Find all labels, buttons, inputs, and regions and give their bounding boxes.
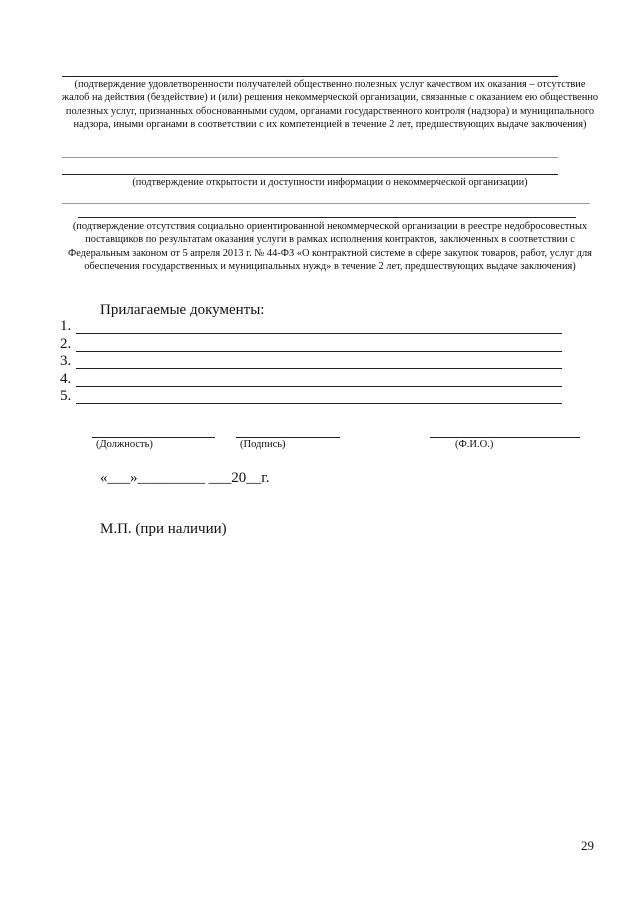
caption-openness: (подтверждение открытости и доступности информации о некоммерческой организации)	[132, 177, 528, 188]
name-fill-line[interactable]	[430, 437, 580, 438]
position-label: (Должность)	[96, 439, 153, 450]
fill-line	[78, 217, 576, 218]
attachment-fill-line[interactable]	[76, 351, 562, 352]
attachments-heading: Прилагаемые документы:	[100, 302, 265, 318]
attachment-fill-line[interactable]	[76, 333, 562, 334]
stamp-label: М.П. (при наличии)	[100, 521, 227, 537]
fill-line	[62, 203, 590, 204]
attachment-fill-line[interactable]	[76, 386, 562, 387]
fill-line	[62, 76, 558, 77]
signature-label: (Подпись)	[240, 439, 286, 450]
attachment-item-number: 2.	[60, 336, 72, 352]
attachment-item-number: 3.	[60, 353, 72, 369]
caption-satisfaction: (подтверждение удовлетворенности получателей общественно полезных услуг качеством их оказания – отсутствие жалоб на действия (бездействие) и (или) решения некоммерческой организации, связанные с оказанием ею общественно полезных услуг, признанных обоснованными судом, органами государственного контроля (надзора) и муниципального надзора, иными органами в соответствии с их компетенцией в течение 2 лет, предшествующих выдаче заключения)	[61, 79, 599, 131]
attachment-fill-line[interactable]	[76, 368, 562, 369]
name-label: (Ф.И.О.)	[455, 439, 494, 450]
signature-fill-line[interactable]	[236, 437, 340, 438]
attachment-item-number: 1.	[60, 318, 72, 334]
attachment-item-number: 4.	[60, 371, 72, 387]
position-fill-line[interactable]	[92, 437, 215, 438]
date-line: «___»_________ ___20__г.	[100, 470, 270, 486]
attachment-item-number: 5.	[60, 388, 72, 404]
page-number: 29	[581, 838, 594, 853]
fill-line	[62, 157, 558, 158]
fill-line	[62, 174, 558, 175]
caption-registry: (подтверждение отсутствия социально ориентированной некоммерческой организации в реестре недобросовестных поставщиков по результатам оказания услуги в рамках исполнения контрактов, заключенных в соответствии с Федеральным законом от 5 апреля 2013 г. № 44-ФЗ «О контрактной системе в сфере закупок товаров, работ, услуг для обеспечения государственных и муниципальных нужд» в течение 2 лет, предшествующих выдаче заключения)	[68, 221, 592, 273]
attachment-fill-line[interactable]	[76, 403, 562, 404]
